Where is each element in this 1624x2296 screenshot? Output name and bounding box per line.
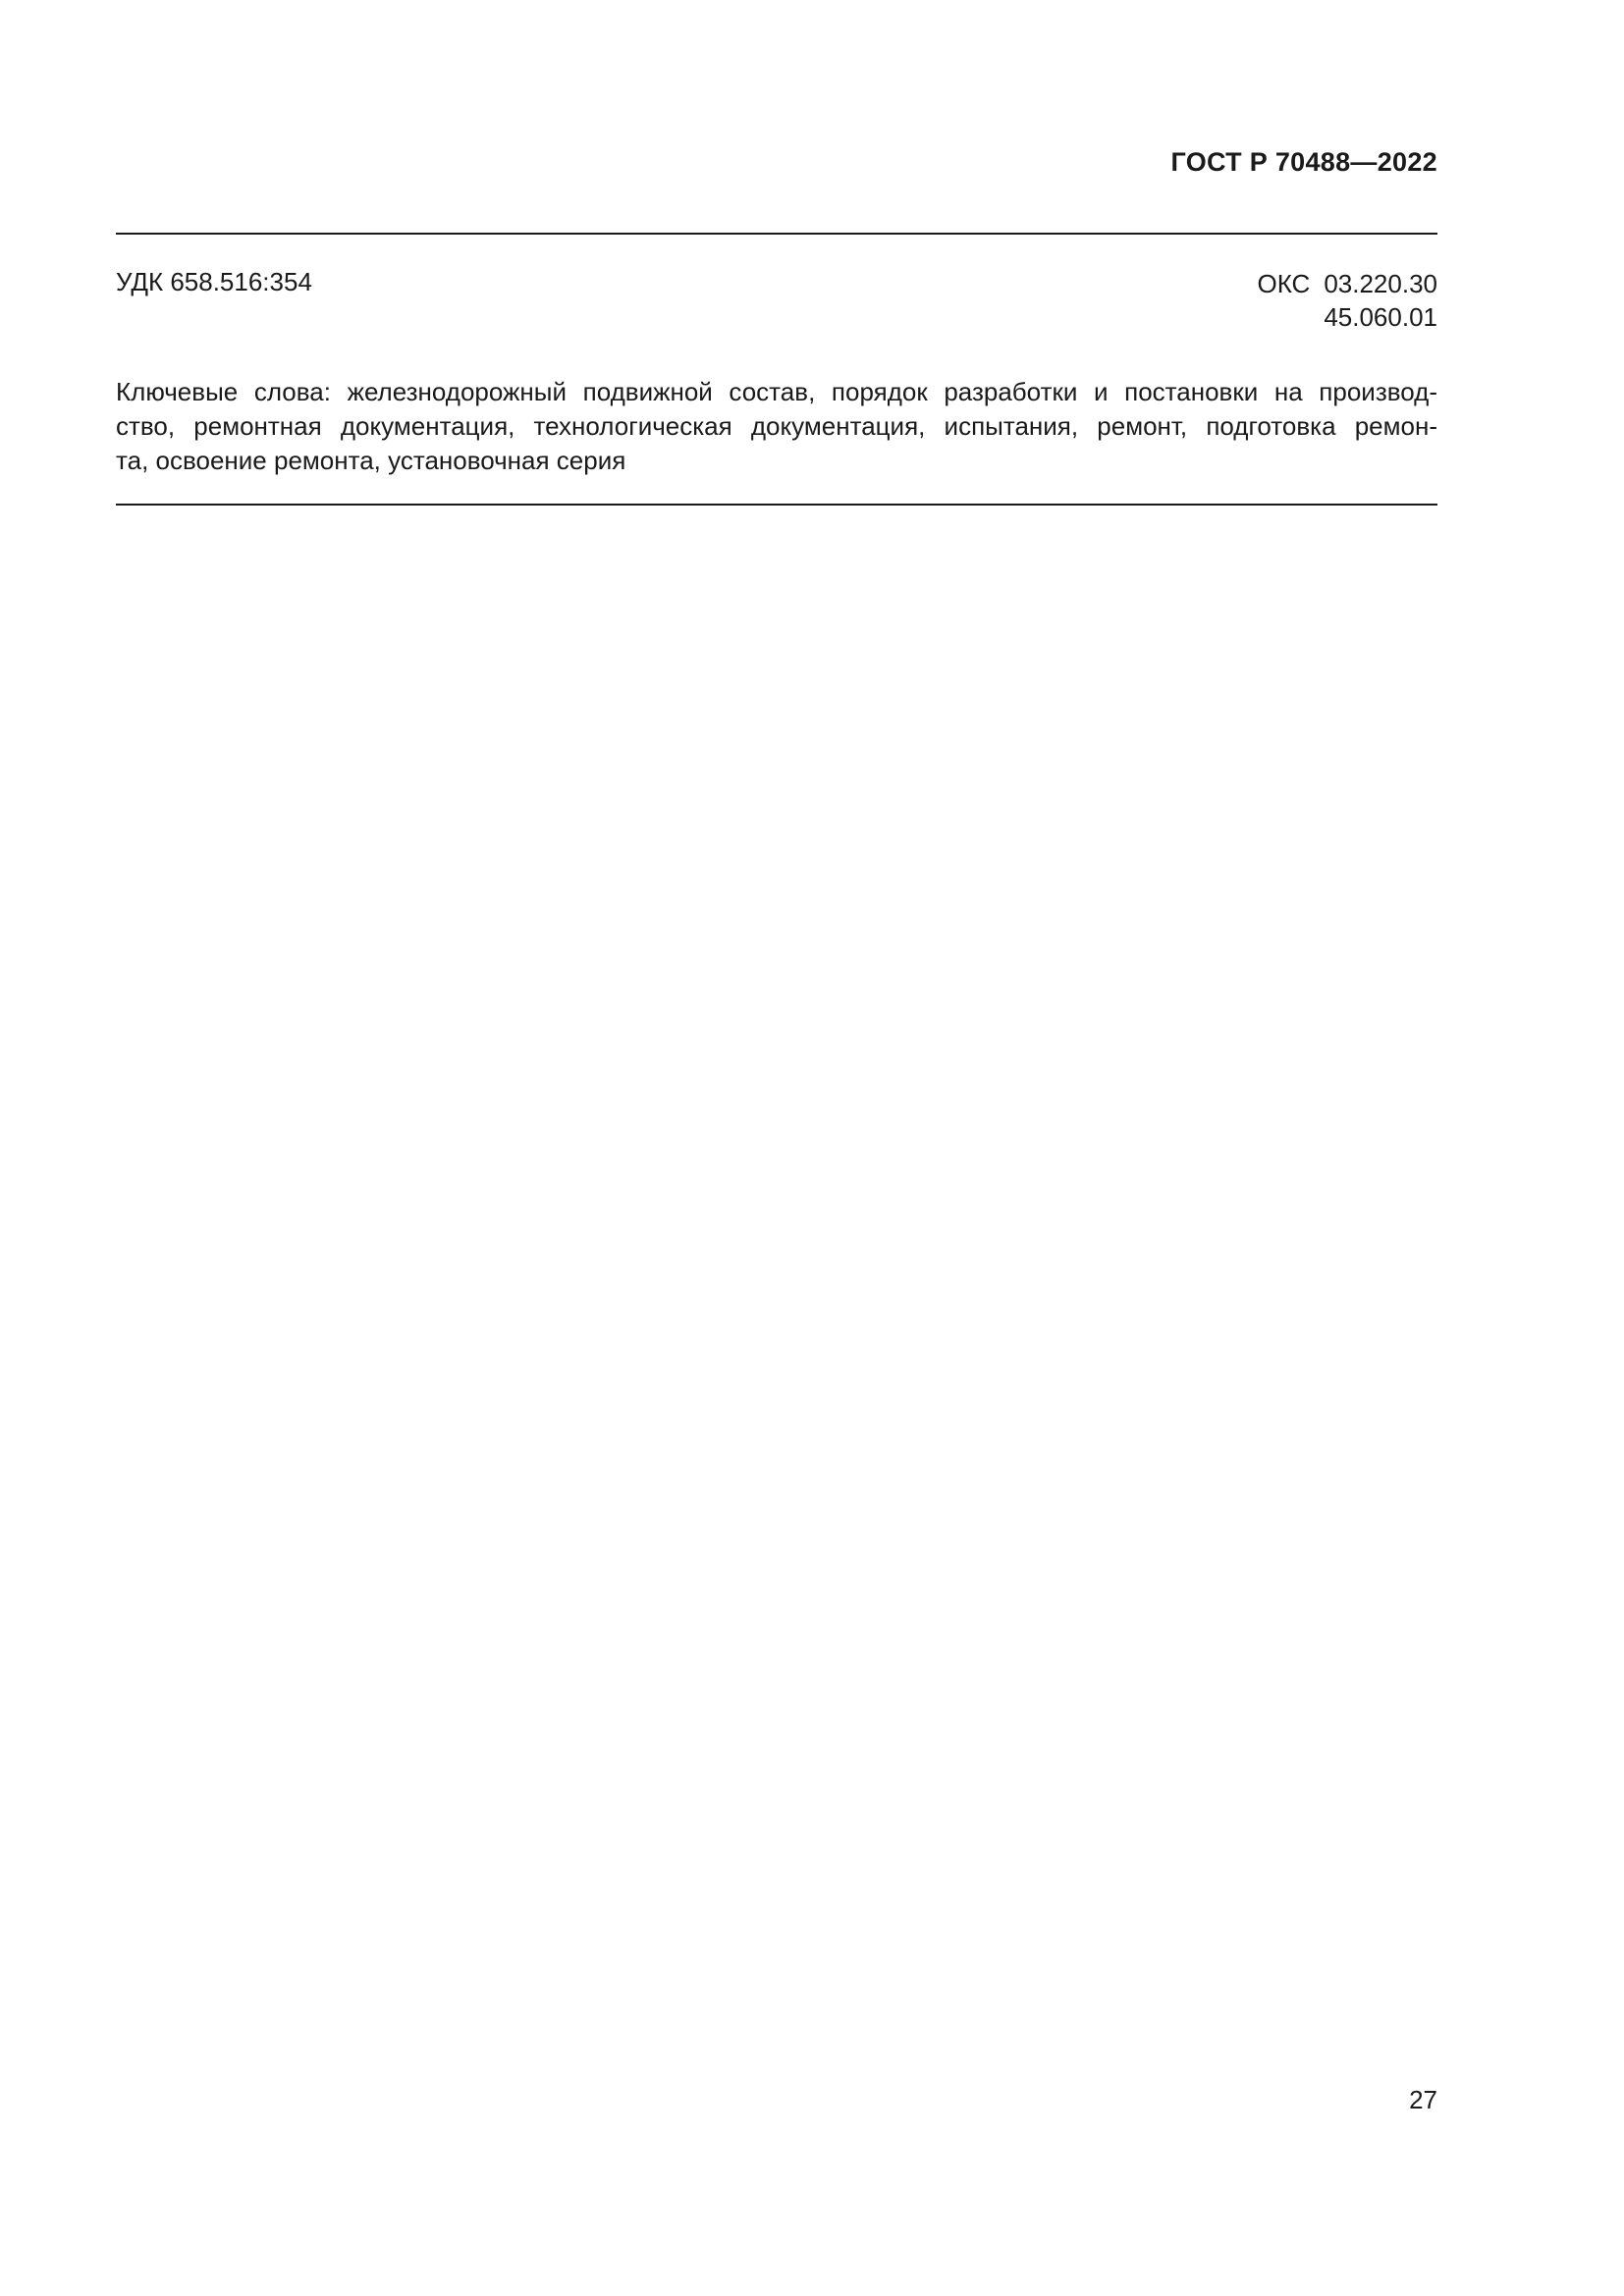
top-divider — [116, 233, 1437, 235]
bottom-divider — [116, 504, 1437, 506]
keywords-line: Ключевые слова: железнодорожный подвижной состав, порядок разработки и постановки на производ- — [116, 377, 1437, 406]
udk-code: УДК 658.516:354 — [116, 267, 312, 296]
oks-line-2 — [1257, 300, 1437, 334]
document-title: ГОСТ Р 70488—2022 — [1170, 147, 1437, 177]
keywords-line: та, освоение ремонта, установочная серия — [116, 446, 626, 475]
oks-label: ОКС — [1257, 269, 1311, 298]
keywords-paragraph — [116, 375, 1437, 478]
oks-code: 03.220.30 — [1324, 269, 1437, 298]
oks-line-1 — [1257, 267, 1437, 300]
keywords-line: ство, ремонтная документация, технологическая документация, испытания, ремонт, подготовка ремон- — [116, 411, 1437, 441]
oks-codes — [1257, 267, 1437, 334]
oks-code: 45.060.01 — [1324, 302, 1437, 332]
page-number: 27 — [1409, 2085, 1437, 2114]
